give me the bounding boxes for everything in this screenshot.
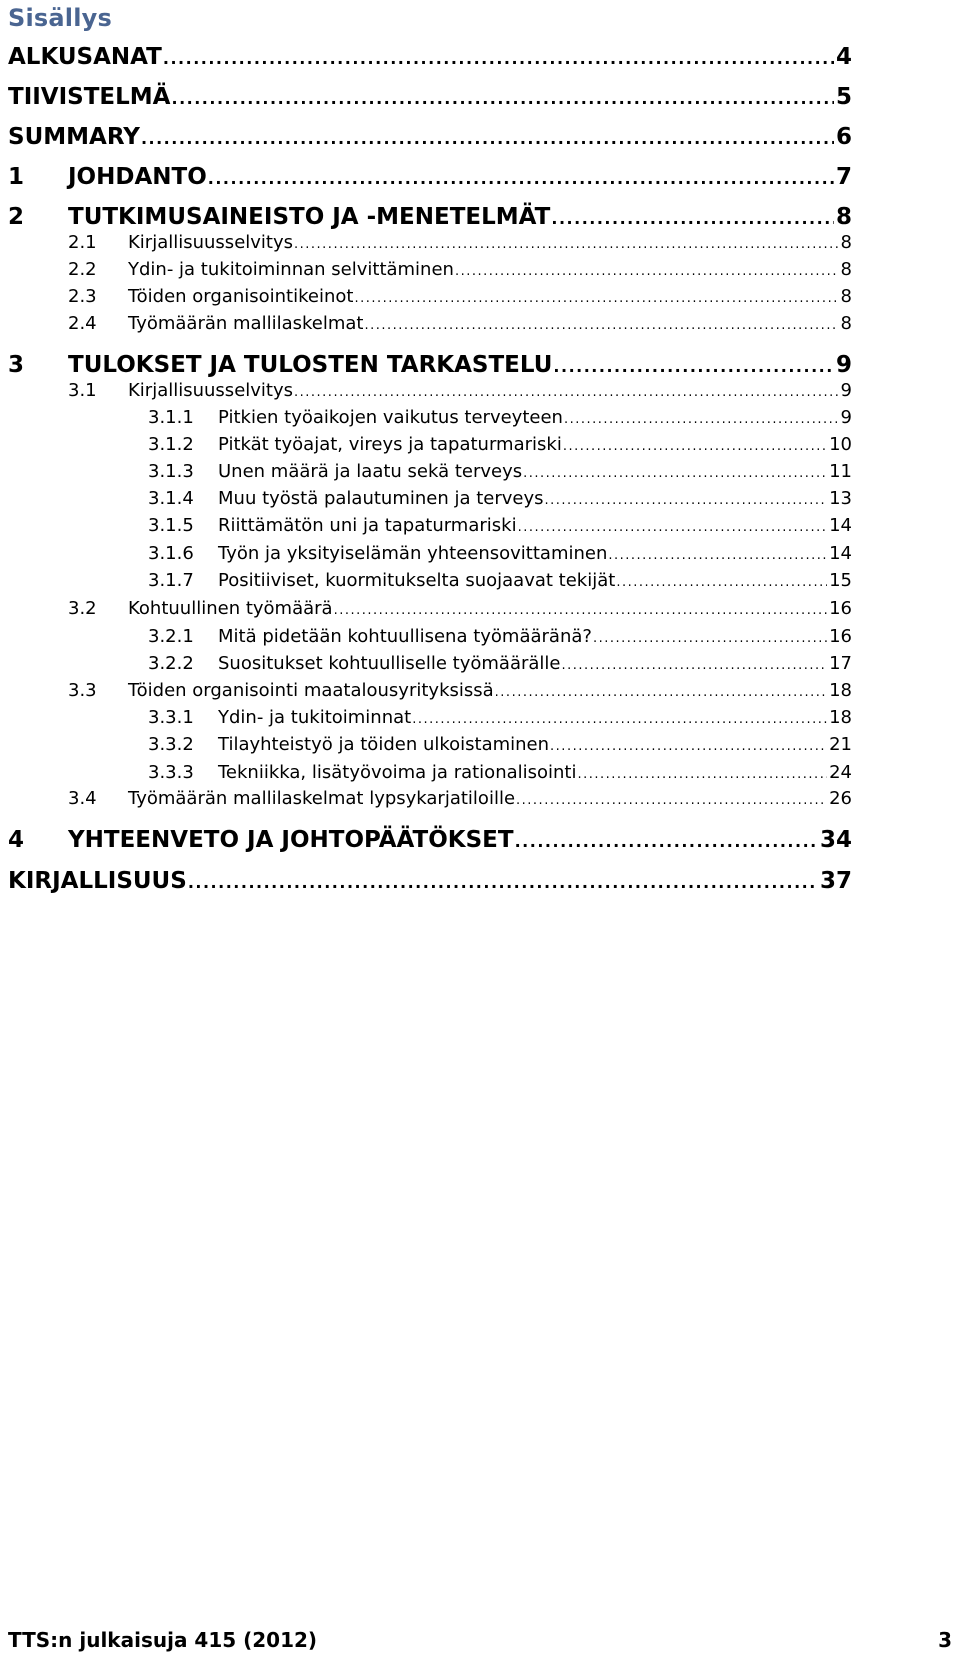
toc-entry-label: TULOKSET JA TULOSTEN TARKASTELU [68,352,553,378]
toc-entry [148,461,852,487]
toc-entry [148,734,852,760]
toc-entry-label: Tekniikka, lisätyövoima ja rationalisointi [218,762,577,783]
toc-entry [148,570,852,596]
toc-entry-number: 3.1.1 [148,407,194,428]
toc-entry-page: 9 [840,380,852,401]
page-footer [8,1628,952,1652]
toc-entry-page: 6 [835,124,852,150]
toc-entry-label: TUTKIMUSAINEISTO JA -MENETELMÄT [68,204,551,230]
dot-leader [188,873,818,892]
toc-entry-label: Kirjallisuusselvitys [128,232,294,253]
toc-entry-number: 3.1.6 [148,543,194,564]
toc-entry [8,868,852,898]
dot-leader [495,685,827,700]
toc-entry-number: 3.4 [68,788,97,809]
toc-entry-number: 2.2 [68,259,97,280]
dot-leader [518,520,828,535]
toc-entry-number: 3.1 [68,380,97,401]
toc-entry-page: 16 [829,598,852,619]
toc-entry-page: 8 [840,232,852,253]
dot-leader [334,603,828,618]
toc-entry-label: Työmäärän mallilaskelmat lypsykarjatiloille [128,788,516,809]
toc-entry [68,598,852,624]
dot-leader [515,832,818,851]
dot-leader [578,767,828,782]
toc-entry-number: 2.4 [68,313,97,334]
toc-entry-number: 3.3.3 [148,762,194,783]
toc-entry-number: 3.2.1 [148,626,194,647]
toc-entry [68,232,852,258]
toc-entry [8,204,852,234]
toc-entry [8,124,852,154]
toc-entry-page: 14 [829,543,852,564]
dot-leader [455,264,839,279]
publication-info: TTS:n julkaisuja 415 (2012) [8,1628,318,1652]
toc-entry [8,352,852,382]
toc-entry [8,44,852,74]
dot-leader [545,493,828,508]
toc-entry [148,488,852,514]
toc-entry-label: ALKUSANAT [8,44,162,70]
toc-entry-page: 13 [829,488,852,509]
toc-entry [68,313,852,339]
toc-entry [68,259,852,285]
toc-entry-page: 17 [829,653,852,674]
dot-leader [553,357,834,376]
toc-entry-number: 1 [8,164,25,190]
dot-leader [294,385,839,400]
toc-entry-page: 11 [829,461,852,482]
dot-leader [551,209,834,228]
toc-entry-number: 2 [8,204,25,230]
toc-entry [8,84,852,114]
page-number: 3 [938,1628,952,1652]
toc-entry-label: Riittämätön uni ja tapaturmariski [218,515,517,536]
toc-entry-number: 3.1.7 [148,570,194,591]
toc-entry-label: Töiden organisointi maatalousyrityksissä [128,680,494,701]
dot-leader [608,548,827,563]
dot-leader [171,89,834,108]
dot-leader [141,129,834,148]
dot-leader [616,575,827,590]
toc-entry-page: 16 [829,626,852,647]
toc-entry-number: 2.1 [68,232,97,253]
toc-entry-page: 26 [829,788,852,809]
toc-entry-page: 9 [835,352,852,378]
toc-entry-number: 3.1.3 [148,461,194,482]
toc-entry-number: 3 [8,352,25,378]
toc-entry-page: 14 [829,515,852,536]
toc-entry-page: 8 [840,286,852,307]
toc-entry-label: Pitkien työaikojen vaikutus terveyteen [218,407,563,428]
toc-entry-number: 3.1.4 [148,488,194,509]
dot-leader [294,237,839,252]
toc-entry [148,707,852,733]
toc-entry-number: 4 [8,827,25,853]
toc-entry-label: Töiden organisointikeinot [128,286,354,307]
toc-entry-page: 5 [835,84,852,110]
toc-entry-label: Suositukset kohtuulliselle työmäärälle [218,653,561,674]
toc-entry [68,380,852,406]
toc-entry-page: 21 [829,734,852,755]
toc-entry [8,164,852,194]
toc-entry-page: 15 [829,570,852,591]
toc-entry-label: JOHDANTO [68,164,207,190]
toc-entry [148,543,852,569]
toc-entry [148,653,852,679]
toc-entry-number: 3.1.5 [148,515,194,536]
dot-leader [364,318,838,333]
toc-entry [8,827,852,857]
dot-leader [516,793,827,808]
page-title: Sisällys [8,4,112,32]
toc-entry-label: YHTEENVETO JA JOHTOPÄÄTÖKSET [68,827,514,853]
toc-entry-page: 18 [829,680,852,701]
toc-entry [68,286,852,312]
toc-entry-page: 34 [819,827,852,853]
toc-entry-label: Ydin- ja tukitoiminnat [218,707,412,728]
toc-entry-page: 4 [835,44,852,70]
dot-leader [354,291,838,306]
toc-entry-number: 2.3 [68,286,97,307]
toc-entry-number: 3.3.2 [148,734,194,755]
dot-leader [562,658,828,673]
toc-entry-label: Työn ja yksityiselämän yhteensovittaminen [218,543,608,564]
toc-entry-page: 8 [840,313,852,334]
toc-entry-number: 3.2 [68,598,97,619]
toc-entry [148,762,852,788]
toc-entry-number: 3.3 [68,680,97,701]
toc-entry-page: 24 [829,762,852,783]
toc-entry-label: Mitä pidetään kohtuullisena työmääränä? [218,626,592,647]
dot-leader [550,739,827,754]
toc-entry-page: 8 [835,204,852,230]
toc-entry-number: 3.2.2 [148,653,194,674]
toc-entry-page: 8 [840,259,852,280]
dot-leader [593,631,827,646]
dot-leader [563,439,827,454]
toc-entry-page: 9 [840,407,852,428]
toc-entry [148,407,852,433]
toc-entry-label: Positiiviset, kuormitukselta suojaavat tekijät [218,570,616,591]
toc-entry-label: SUMMARY [8,124,140,150]
toc-entry-label: Pitkät työajat, vireys ja tapaturmariski [218,434,562,455]
toc-entry-number: 3.3.1 [148,707,194,728]
dot-leader [564,412,839,427]
toc-entry [68,788,852,814]
toc-entry [148,626,852,652]
toc-entry [148,434,852,460]
toc-entry-label: KIRJALLISUUS [8,868,187,894]
toc-entry-page: 10 [829,434,852,455]
toc-entry-label: TIIVISTELMÄ [8,84,171,110]
toc-entry-page: 7 [835,164,852,190]
toc-entry-label: Työmäärän mallilaskelmat [128,313,364,334]
toc-entry-label: Muu työstä palautuminen ja terveys [218,488,544,509]
toc-entry-label: Kirjallisuusselvitys [128,380,294,401]
toc-entry-page: 18 [829,707,852,728]
toc-entry-label: Unen määrä ja laatu sekä terveys [218,461,523,482]
dot-leader [523,466,827,481]
toc-entry-page: 37 [819,868,852,894]
toc-entry [68,680,852,706]
toc-entry-label: Tilayhteistyö ja töiden ulkoistaminen [218,734,550,755]
dot-leader [412,712,827,727]
dot-leader [208,169,834,188]
toc-entry-label: Kohtuullinen työmäärä [128,598,333,619]
toc-entry-label: Ydin- ja tukitoiminnan selvittäminen [128,259,454,280]
dot-leader [163,49,834,68]
toc-entry [148,515,852,541]
toc-entry-number: 3.1.2 [148,434,194,455]
